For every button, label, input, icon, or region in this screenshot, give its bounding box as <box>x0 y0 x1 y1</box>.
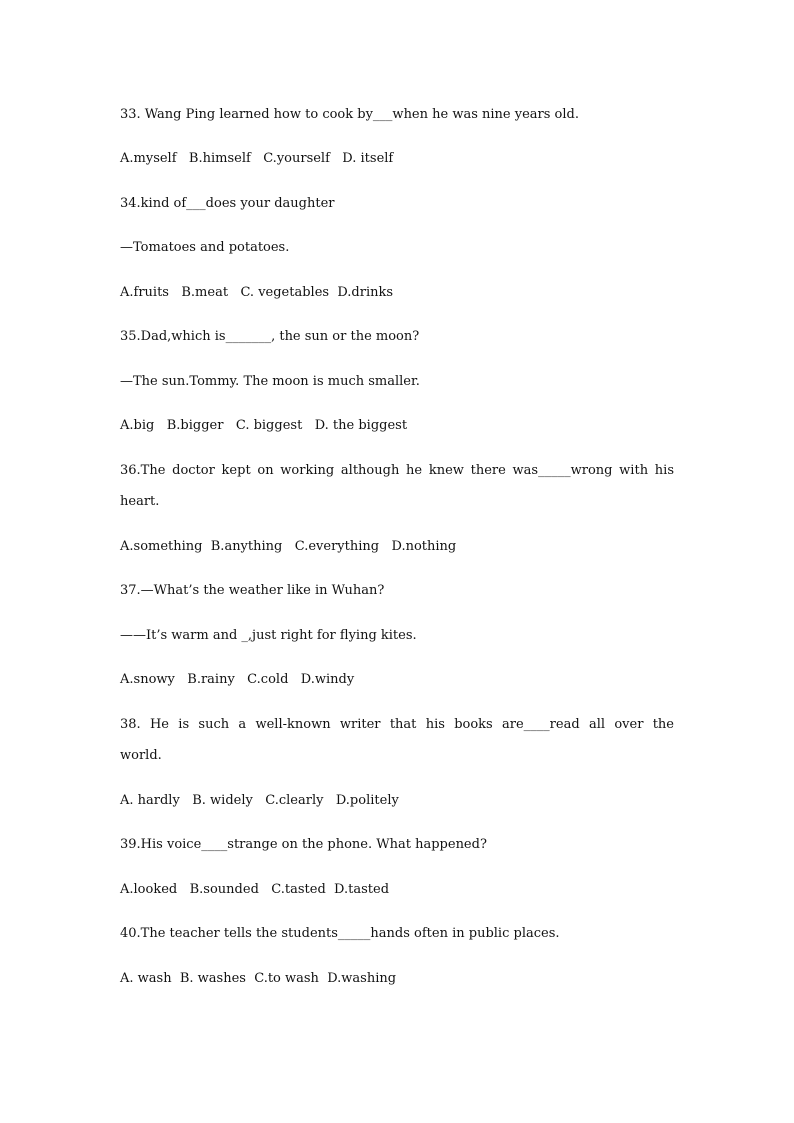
question-39-stem: 39.His voice____strange on the phone. What happened? <box>120 837 487 852</box>
question-37-response: ——It’s warm and _,just right for flying kites. <box>120 628 417 643</box>
question-33-stem: 33. Wang Ping learned how to cook by___when he was nine years old. <box>120 107 579 122</box>
question-33-options: A.myself B.himself C.yourself D. itself <box>120 151 394 166</box>
question-36-stem-line-2: heart. <box>120 494 160 509</box>
question-34-stem: 34.kind of___does your daughter <box>120 196 335 211</box>
question-38-options: A. hardly B. widely C.clearly D.politely <box>120 793 399 808</box>
question-37-stem: 37.—What’s the weather like in Wuhan? <box>120 583 385 598</box>
question-35-response: —The sun.Tommy. The moon is much smaller. <box>120 374 420 389</box>
question-35-options: A.big B.bigger C. biggest D. the biggest <box>120 418 408 433</box>
question-35-stem: 35.Dad,which is_______, the sun or the moon? <box>120 329 420 344</box>
question-40-stem: 40.The teacher tells the students_____hands often in public places. <box>120 926 560 941</box>
question-36-options: A.something B.anything C.everything D.nothing <box>120 539 457 554</box>
question-34-options: A.fruits B.meat C. vegetables D.drinks <box>120 285 394 300</box>
question-37-options: A.snowy B.rainy C.cold D.windy <box>120 672 355 687</box>
question-38-stem-line-1: 38. He is such a well-known writer that his books are____read all over the <box>120 717 674 732</box>
question-40-options: A. wash B. washes C.to wash D.washing <box>120 971 397 986</box>
question-38-stem-line-2: world. <box>120 748 162 763</box>
question-34-response: —Tomatoes and potatoes. <box>120 240 290 255</box>
question-36-stem-line-1: 36.The doctor kept on working although he knew there was_____wrong with his <box>120 463 674 478</box>
question-39-options: A.looked B.sounded C.tasted D.tasted <box>120 882 390 897</box>
